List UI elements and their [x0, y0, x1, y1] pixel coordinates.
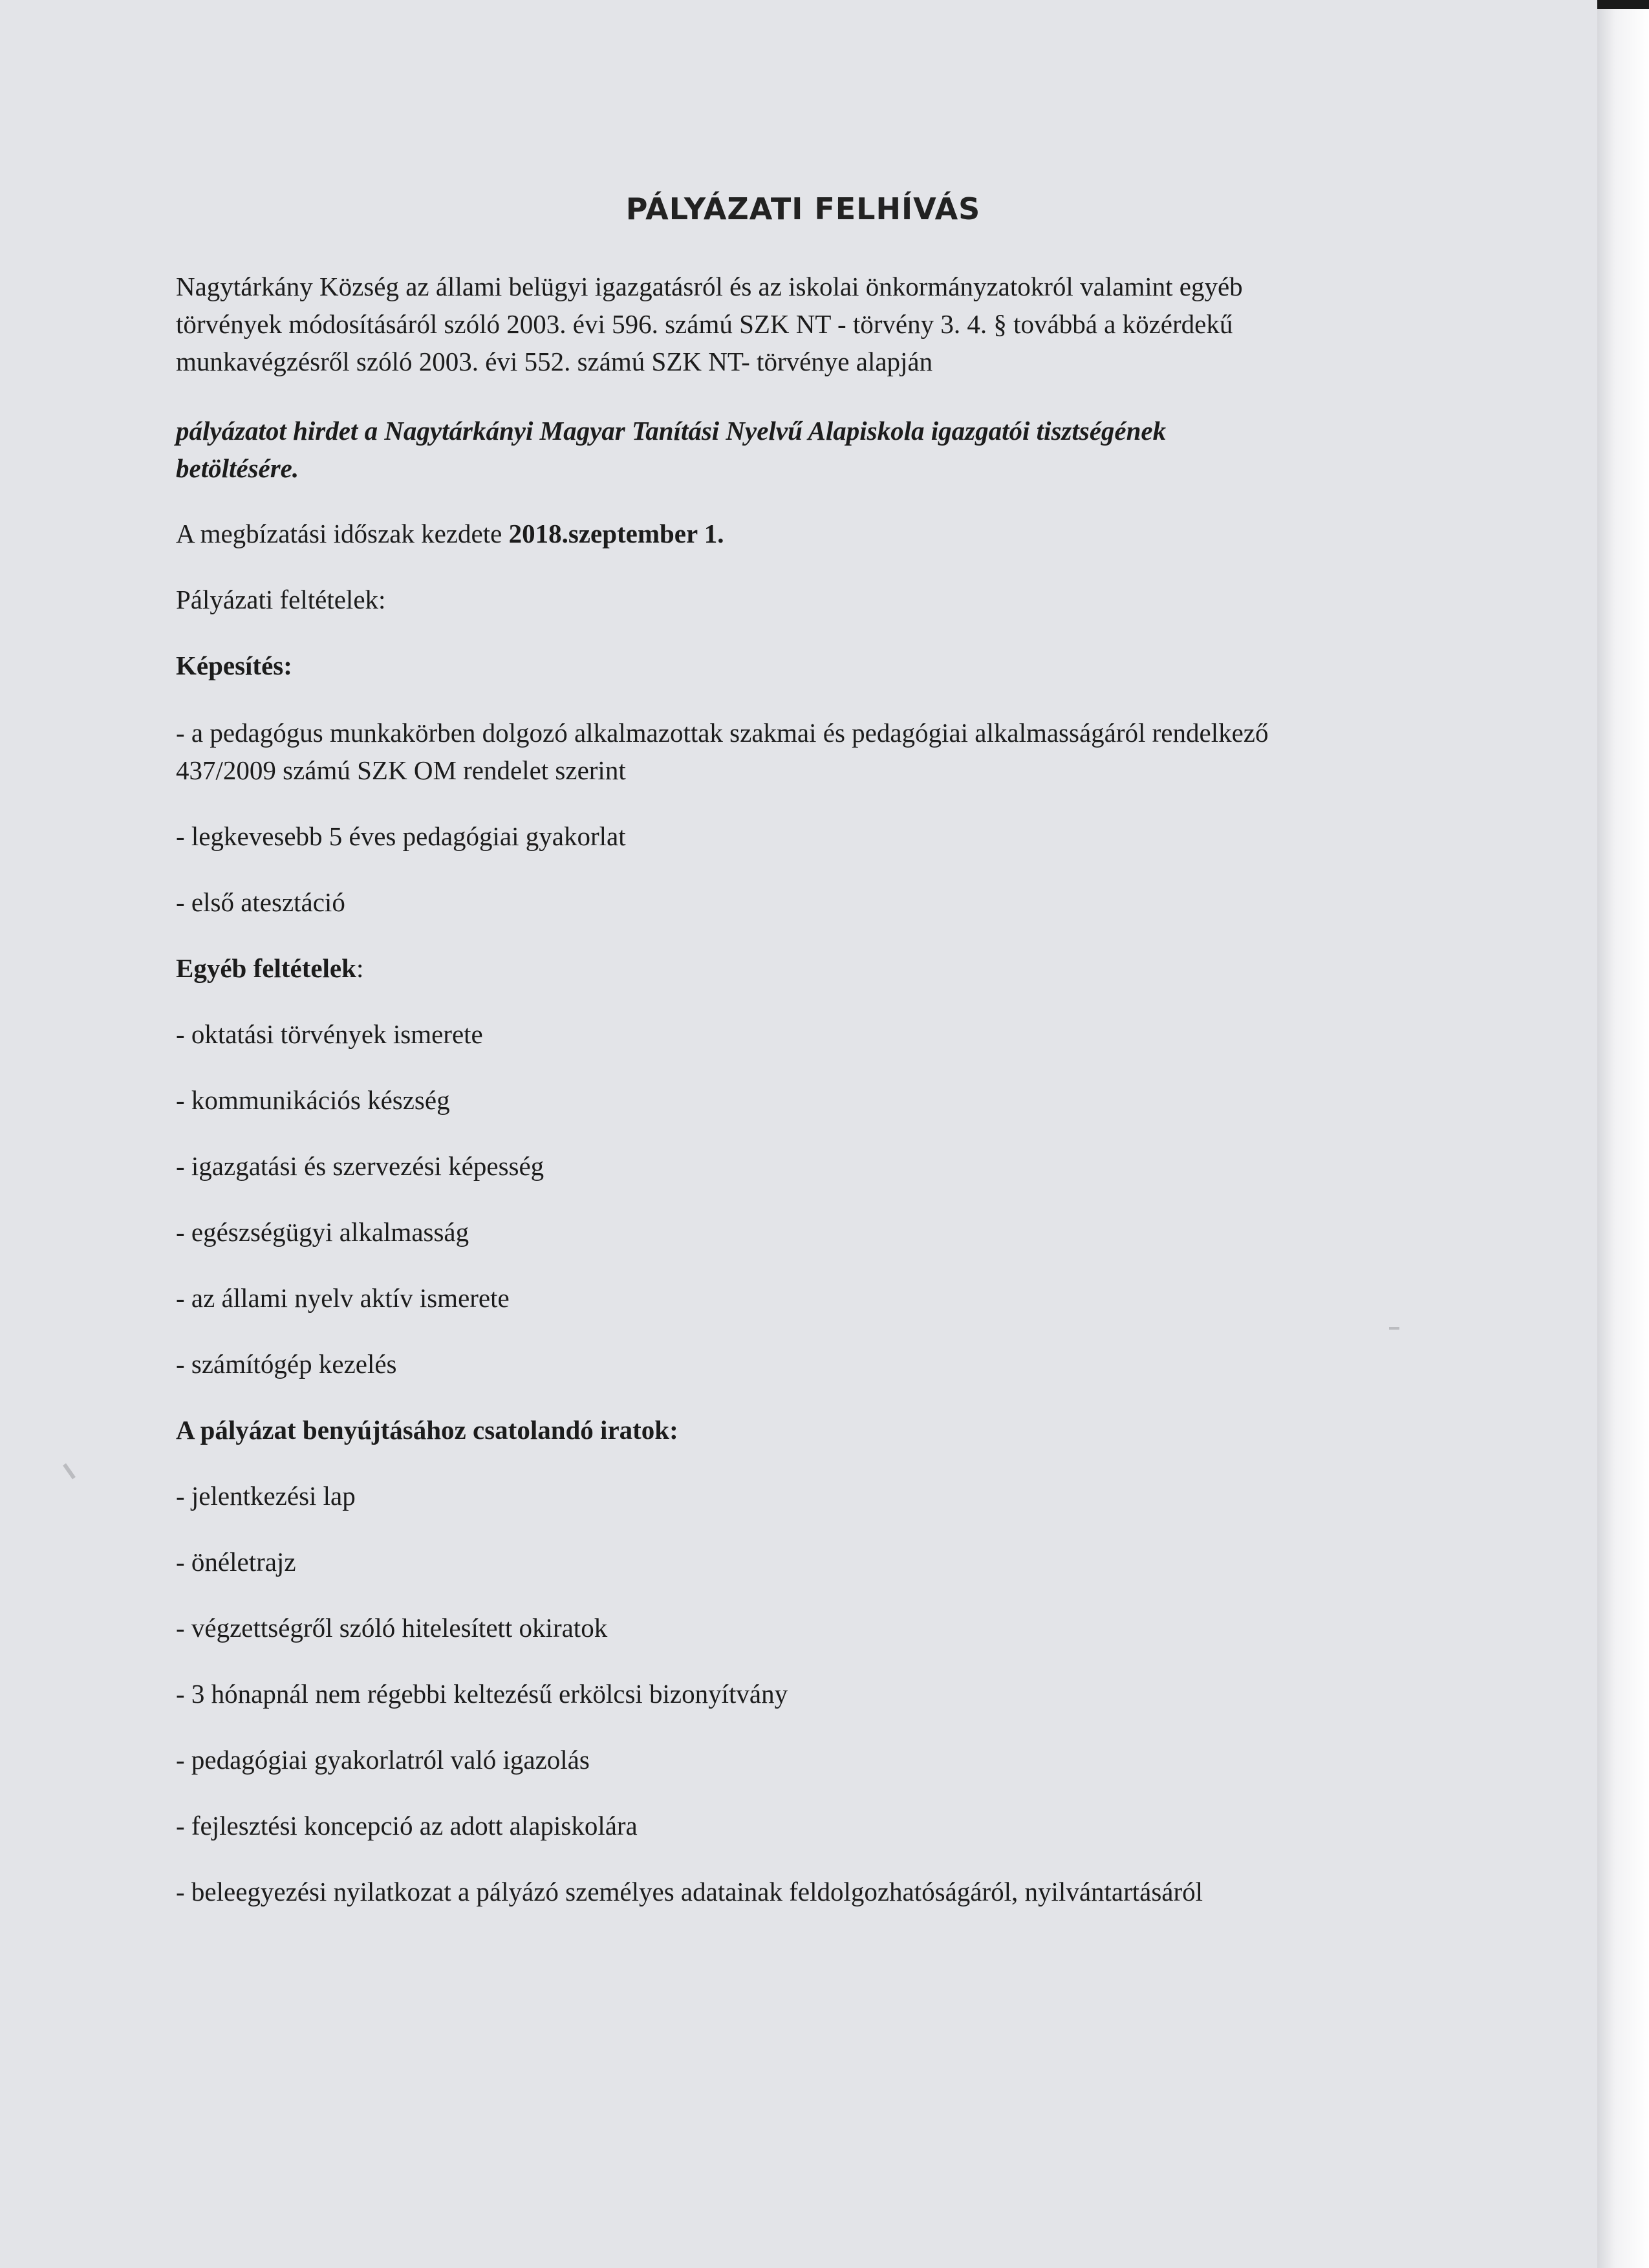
intro-paragraph	[176, 268, 1424, 380]
announcement-paragraph	[176, 412, 1166, 487]
document-title: PÁLYÁZATI FELHÍVÁS	[625, 191, 981, 226]
attachment-item: - 3 hónapnál nem régebbi keltezésű erkölcsi bizonyítvány	[176, 1679, 788, 1709]
qualification-heading: Képesítés:	[176, 651, 292, 680]
mandate-label: A megbízatási időszak kezdete	[176, 519, 509, 548]
attachment-item: - fejlesztési koncepció az adott alapiskolára	[176, 1811, 638, 1841]
scan-speck	[1389, 1327, 1399, 1330]
page-edge-corner	[1597, 0, 1649, 9]
other-condition-item: - egészségügyi alkalmasság	[176, 1217, 469, 1247]
intro-line: Nagytárkány Község az állami belügyi igazgatásról és az iskolai önkormányzatokról valamint egyéb	[176, 272, 1243, 301]
qualification-item: - első atesztáció	[176, 887, 345, 917]
announcement-line: pályázatot hirdet a Nagytárkányi Magyar Tanítási Nyelvű Alapiskola igazgatói tisztségének	[176, 416, 1167, 446]
attachment-item: - jelentkezési lap	[176, 1481, 356, 1511]
attachment-item: - pedagógiai gyakorlatról való igazolás	[176, 1745, 590, 1775]
announcement-line: betöltésére.	[176, 453, 299, 483]
conditions-heading: Pályázati feltételek:	[176, 585, 386, 614]
attachment-item: - végzettségről szóló hitelesített okiratok	[176, 1613, 608, 1643]
other-condition-item: - számítógép kezelés	[176, 1349, 397, 1379]
attachment-item: - beleegyezési nyilatkozat a pályázó személyes adatainak feldolgozhatóságáról, nyilvántartásáról	[176, 1877, 1203, 1906]
other-conditions-label: Egyéb feltételek	[176, 953, 356, 983]
intro-line: munkavégzésről szóló 2003. évi 552. számú SZK NT- törvénye alapján	[176, 347, 933, 376]
attachments-heading: A pályázat benyújtásához csatolandó iratok:	[176, 1415, 678, 1445]
qualification-line: 437/2009 számú SZK OM rendelet szerint	[176, 755, 626, 785]
attachment-item: - önéletrajz	[176, 1547, 296, 1577]
qualification-item: - legkevesebb 5 éves pedagógiai gyakorlat	[176, 821, 626, 851]
other-condition-item: - az állami nyelv aktív ismerete	[176, 1283, 510, 1313]
mandate-line	[176, 515, 724, 552]
other-conditions-heading	[176, 949, 363, 987]
other-condition-item: - igazgatási és szervezési képesség	[176, 1151, 544, 1181]
other-condition-item: - kommunikációs készség	[176, 1085, 450, 1115]
page-edge-shadow	[1597, 0, 1649, 2268]
other-conditions-colon: :	[356, 953, 364, 983]
mandate-date: 2018.szeptember 1.	[508, 519, 724, 548]
other-condition-item: - oktatási törvények ismerete	[176, 1019, 483, 1049]
qualification-line: - a pedagógus munkakörben dolgozó alkalmazottak szakmai és pedagógiai alkalmasságáról rendelkező	[176, 718, 1269, 748]
intro-line: törvények módosításáról szóló 2003. évi 596. számú SZK NT - törvény 3. 4. § továbbá a közérdekű	[176, 309, 1233, 339]
